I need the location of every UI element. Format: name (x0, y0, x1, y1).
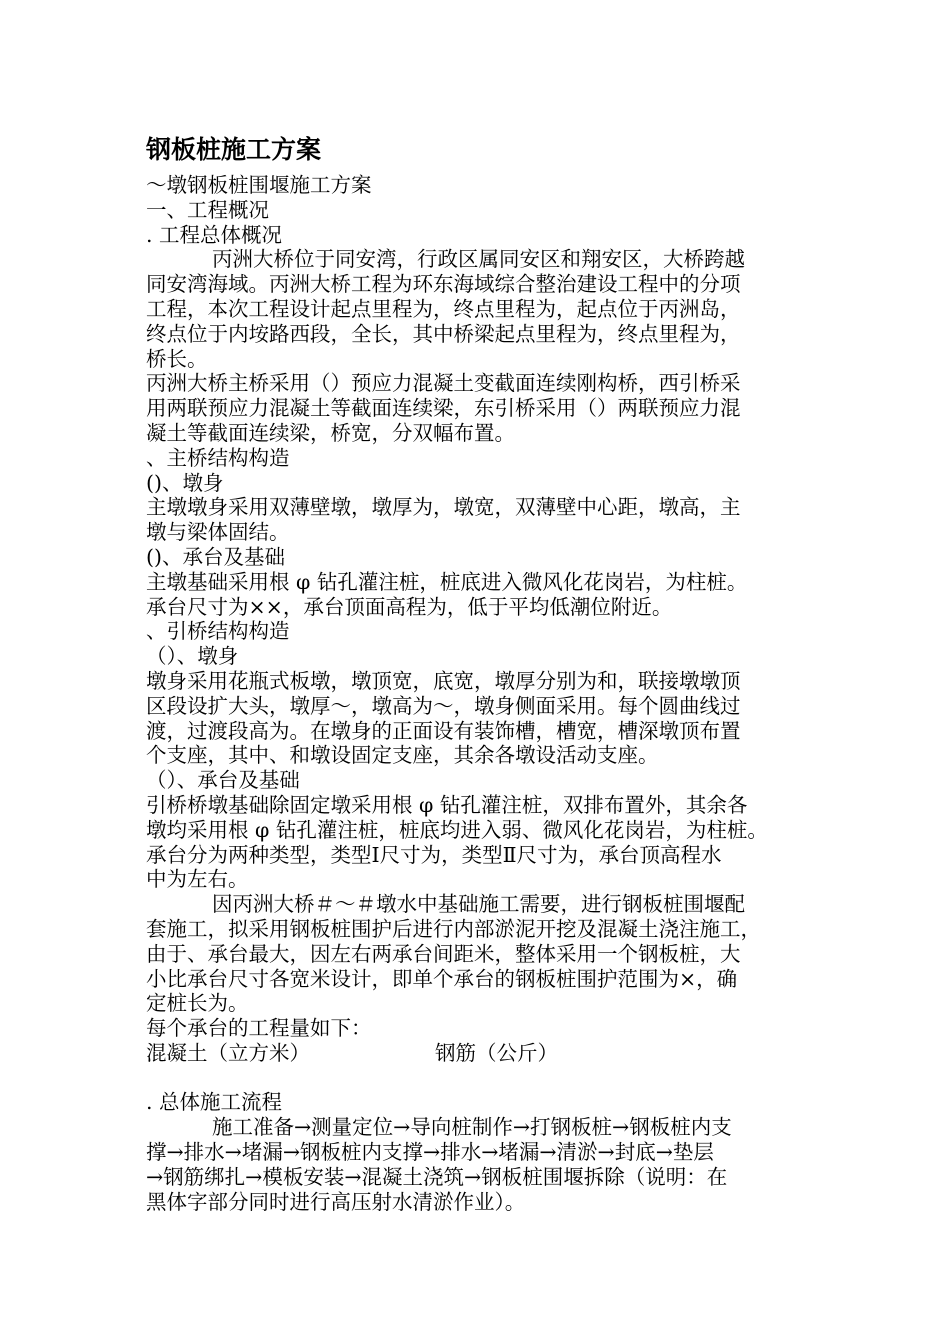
paragraph-line: 凝土等截面连续梁，桥宽，分双幅布置。 (146, 420, 515, 445)
section-heading: 一、工程概况 (146, 197, 269, 222)
paragraph-line: 承台分为两种类型，类型Ⅰ尺寸为，类型Ⅱ尺寸为，承台顶高程水 (146, 842, 722, 867)
item-heading: ()、墩身 (146, 470, 224, 495)
paragraph-line: 小比承台尺寸各宽米设计，即单个承台的钢板桩围护范围为×，确 (146, 966, 738, 991)
paragraph-line: 个支座，其中、和墩设固定支座，其余各墩设活动支座。 (146, 743, 659, 768)
paragraph-line: 撑→排水→堵漏→钢板桩内支撑→排水→堵漏→清淤→封底→垫层 (146, 1140, 714, 1165)
paragraph-line: 中为左右。 (146, 867, 249, 892)
paragraph-line: 区段设扩大头，墩厚～，墩高为～，墩身侧面采用。每个圆曲线过 (146, 693, 741, 718)
paragraph-line: 套施工，拟采用钢板桩围护后进行内部淤泥开挖及混凝土浇注施工， (146, 916, 761, 941)
item-heading: （）、承台及基础 (146, 768, 300, 793)
paragraph-line: 丙洲大桥主桥采用（）预应力混凝土变截面连续刚构桥，西引桥采 (146, 371, 741, 396)
paragraph-line: 终点位于内垵路西段，全长，其中桥梁起点里程为，终点里程为， (146, 321, 741, 346)
paragraph-line: 桥长。 (146, 346, 208, 371)
paragraph-line: 墩与梁体固结。 (146, 520, 290, 545)
item-heading: ()、承台及基础 (146, 544, 285, 569)
paragraph-line: 丙洲大桥位于同安湾，行政区属同安区和翔安区，大桥跨越 (212, 247, 745, 272)
paragraph-line: 同安湾海域。丙洲大桥工程为环东海域综合整治建设工程中的分项 (146, 272, 741, 297)
paragraph-line: 因丙洲大桥＃～＃墩水中基础施工需要，进行钢板桩围堰配 (212, 892, 745, 917)
paragraph-line: 用两联预应力混凝土等截面连续梁，东引桥采用（）两联预应力混 (146, 396, 741, 421)
paragraph-line: 施工准备→测量定位→导向桩制作→打钢板桩→钢板桩内支 (212, 1115, 732, 1140)
paragraph-line: 工程，本次工程设计起点里程为，终点里程为，起点位于丙洲岛， (146, 296, 741, 321)
rebar-column-label: 钢筋（公斤） (435, 1040, 558, 1065)
paragraph-line: 黑体字部分同时进行高压射水清淤作业）。 (146, 1189, 526, 1214)
blank-line (146, 1066, 808, 1091)
subsection-heading: 、引桥结构构造 (146, 619, 290, 644)
document-body (146, 173, 808, 1214)
item-heading: （）、墩身 (146, 644, 239, 669)
paragraph-line: →钢筋绑扎→模板安装→混凝土浇筑→钢板桩围堰拆除（说明：在 (146, 1164, 728, 1189)
document-title: 钢板桩施工方案 (146, 135, 322, 164)
subsection-heading: . 工程总体概况 (146, 222, 283, 247)
subtitle-line: ～墩钢板桩围堰施工方案 (146, 173, 372, 197)
paragraph-line: 渡，过渡段高为。在墩身的正面设有装饰槽，槽宽，槽深墩顶布置 (146, 718, 741, 743)
paragraph-line: 承台尺寸为××，承台顶面高程为，低于平均低潮位附近。 (146, 594, 673, 619)
paragraph-line: 主墩基础采用根 φ 钻孔灌注桩，桩底进入微风化花岗岩，为柱桩。 (146, 569, 748, 594)
subsection-heading: . 总体施工流程 (146, 1090, 283, 1115)
paragraph-line: 每个承台的工程量如下： (146, 1016, 372, 1041)
concrete-column-label: 混凝土（立方米） (146, 1040, 310, 1065)
paragraph-line: 引桥桥墩基础除固定墩采用根 φ 钻孔灌注桩，双排布置外，其余各 (146, 792, 748, 817)
paragraph-line: 由于、承台最大，因左右两承台间距米，整体采用一个钢板桩，大 (146, 941, 741, 966)
paragraph-line: 墩均采用根 φ 钻孔灌注桩，桩底均进入弱、微风化花岗岩，为柱桩。 (146, 817, 768, 842)
subsection-heading: 、主桥结构构造 (146, 445, 290, 470)
paragraph-line: 主墩墩身采用双薄壁墩，墩厚为，墩宽，双薄壁中心距，墩高，主 (146, 495, 741, 520)
paragraph-line: 定桩长为。 (146, 991, 249, 1016)
paragraph-line: 墩身采用花瓶式板墩，墩顶宽，底宽，墩厚分别为和，联接墩墩顶 (146, 668, 741, 693)
quantity-header-row (146, 1041, 808, 1066)
